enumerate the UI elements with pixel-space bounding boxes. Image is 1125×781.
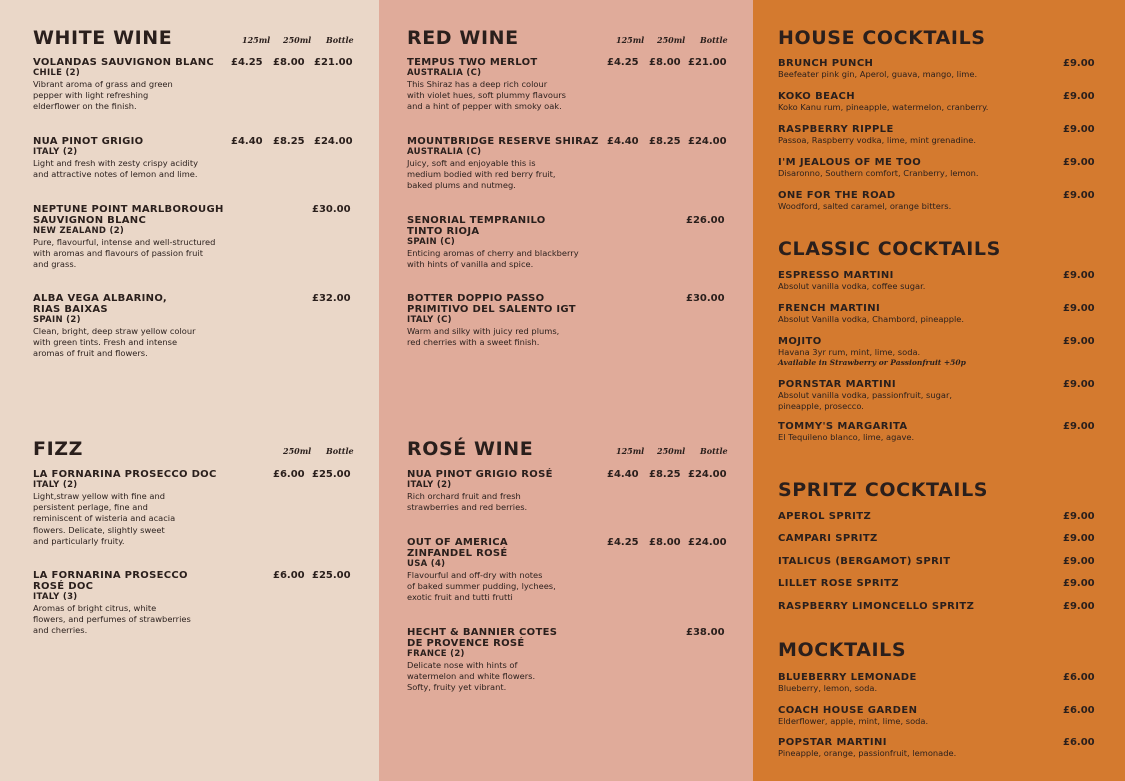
cocktail-item — [778, 124, 1108, 146]
section-spritz-cocktails — [778, 479, 1108, 619]
wine-name-line2: ROSÉ DOC — [33, 581, 94, 592]
section-fizz — [33, 438, 363, 658]
cocktail-price: £6.00 — [1063, 737, 1095, 748]
cocktail-price: £6.00 — [1063, 705, 1095, 716]
cocktail-note: Available in Strawberry or Passionfruit +50p — [778, 357, 966, 367]
size-125ml-header: 125ml — [242, 35, 271, 45]
cocktail-name: BLUEBERRY LEMONADE — [778, 672, 917, 683]
cocktail-desc: El Tequileno blanco, lime, agave. — [778, 432, 915, 442]
cocktail-desc: Havana 3yr rum, mint, lime, soda. — [778, 347, 921, 357]
wine-name: LA FORNARINA PROSECCO DOC — [33, 469, 217, 480]
price-250ml: £8.00 — [273, 57, 305, 68]
wine-name-line2: DE PROVENCE ROSÉ — [407, 638, 525, 649]
price-bottle: £30.00 — [686, 293, 725, 304]
wine-name-line2: SAUVIGNON BLANC — [33, 215, 147, 226]
wine-desc-line: flowers, and perfumes of strawberries — [33, 614, 191, 625]
cocktail-price: £6.00 — [1063, 672, 1095, 683]
cocktail-name: KOKO BEACH — [778, 91, 855, 102]
wine-desc-line: medium bodied with red berry fruit, — [407, 169, 556, 180]
wine-desc-line: Vibrant aroma of grass and green — [33, 79, 173, 89]
wine-desc-line: Warm and silky with juicy red plums, — [407, 326, 560, 336]
cocktail-name: ESPRESSO MARTINI — [778, 270, 894, 281]
section-title: WHITE WINE — [33, 27, 173, 49]
cocktail-price: £9.00 — [1063, 157, 1095, 168]
wine-item — [407, 293, 737, 348]
cocktail-item — [778, 379, 1108, 411]
section-title: RED WINE — [407, 27, 519, 49]
wine-name: VOLANDAS SAUVIGNON BLANC — [33, 57, 215, 68]
price-bottle: £24.00 — [314, 136, 353, 147]
cocktail-item — [778, 58, 1108, 80]
wine-name: TEMPUS TWO MERLOT — [407, 57, 538, 68]
cocktail-price: £9.00 — [1063, 303, 1095, 314]
wine-name: BOTTER DOPPIO PASSO — [407, 293, 545, 304]
price-bottle: £24.00 — [688, 537, 727, 548]
price-250ml: £8.25 — [649, 469, 681, 480]
wine-desc-line: Light,straw yellow with fine and — [33, 491, 166, 501]
section-title: ROSÉ WINE — [407, 438, 534, 460]
size-bottle-header: Bottle — [700, 35, 728, 45]
cocktail-price: £9.00 — [1063, 601, 1095, 612]
cocktail-price: £9.00 — [1063, 511, 1095, 522]
wine-desc-line: Clean, bright, deep straw yellow colour — [33, 326, 196, 336]
cocktail-price: £9.00 — [1063, 124, 1095, 135]
wine-item — [33, 469, 363, 547]
cocktail-name: MOJITO — [778, 336, 822, 347]
cocktail-name: RASPBERRY LIMONCELLO SPRITZ — [778, 601, 975, 612]
cocktail-price: £9.00 — [1063, 270, 1095, 281]
size-250ml-header: 250ml — [283, 35, 312, 45]
price-bottle: £21.00 — [314, 57, 353, 68]
size-125ml-header: 125ml — [616, 446, 645, 456]
wine-desc-line: Delicate nose with hints of — [407, 660, 518, 670]
wine-desc-line: and grass. — [33, 259, 77, 270]
wine-desc-line: flowers. Delicate, slightly sweet — [33, 524, 165, 535]
wine-desc-line: with aromas and flavours of passion fruit — [33, 248, 203, 259]
wine-desc-line: This Shiraz has a deep rich colour — [407, 79, 548, 89]
cocktail-price: £9.00 — [1063, 58, 1095, 69]
cocktail-item — [778, 303, 1108, 325]
cocktail-desc: Pineapple, orange, passionfruit, lemonade. — [778, 748, 957, 758]
cocktail-desc: Absolut vanilla vodka, coffee sugar. — [778, 281, 926, 291]
cocktail-desc: Beefeater pink gin, Aperol, guava, mango, lime. — [778, 69, 978, 79]
wine-name: NUA PINOT GRIGIO ROSÉ — [407, 469, 553, 480]
cocktail-item — [778, 421, 1108, 443]
cocktail-name: COACH HOUSE GARDEN — [778, 705, 918, 716]
section-white-wine — [33, 27, 363, 367]
size-bottle-header: Bottle — [326, 446, 354, 456]
cocktail-price: £9.00 — [1063, 379, 1095, 390]
price-bottle: £26.00 — [686, 215, 725, 226]
wine-desc-line: Light and fresh with zesty crispy acidity — [33, 158, 198, 168]
cocktail-price: £9.00 — [1063, 421, 1095, 432]
cocktail-item — [778, 556, 1108, 567]
cocktail-item — [778, 336, 1108, 368]
cocktail-name: LILLET ROSE SPRITZ — [778, 578, 899, 589]
cocktail-item — [778, 533, 1108, 544]
wine-origin: NEW ZEALAND (2) — [33, 226, 125, 236]
wine-origin: ITALY (3) — [33, 592, 78, 602]
cocktail-item — [778, 737, 1108, 759]
price-250ml: £6.00 — [273, 469, 305, 480]
wine-desc-line: with violet hues, soft plummy flavours — [407, 90, 566, 101]
size-250ml-header: 250ml — [657, 35, 686, 45]
price-bottle: £38.00 — [686, 627, 725, 638]
price-bottle: £25.00 — [312, 570, 351, 581]
section-classic-cocktails — [778, 238, 1108, 448]
section-rose-wine — [407, 438, 737, 708]
cocktail-item — [778, 157, 1108, 179]
wine-origin: ITALY (C) — [407, 315, 452, 325]
price-125ml: £4.40 — [607, 136, 639, 147]
price-bottle: £32.00 — [312, 293, 351, 304]
wine-item — [33, 57, 363, 113]
wine-item — [407, 537, 737, 604]
cocktail-desc: Disaronno, Southern comfort, Cranberry, lemon. — [778, 168, 979, 178]
wine-name: LA FORNARINA PROSECCO — [33, 570, 188, 581]
cocktail-item — [778, 190, 1108, 212]
section-title: FIZZ — [33, 438, 84, 460]
wine-origin: SPAIN (C) — [407, 237, 456, 247]
wine-desc-line: and cherries. — [33, 625, 88, 636]
price-250ml: £8.00 — [649, 57, 681, 68]
cocktail-name: POPSTAR MARTINI — [778, 737, 887, 748]
wine-item — [407, 627, 737, 694]
wine-desc-line: persistent perlage, fine and — [33, 502, 148, 513]
wine-origin: SPAIN (2) — [33, 315, 81, 325]
wine-desc-line: watermelon and white flowers. — [407, 671, 536, 682]
cocktail-name: FRENCH MARTINI — [778, 303, 881, 314]
cocktail-price: £9.00 — [1063, 533, 1095, 544]
wine-origin: ITALY (2) — [33, 147, 78, 157]
wine-name-line2: TINTO RIOJA — [407, 226, 480, 237]
wine-desc-line: with hints of vanilla and spice. — [407, 259, 534, 270]
cocktail-price: £9.00 — [1063, 578, 1095, 589]
section-mocktails — [778, 639, 1108, 769]
cocktail-desc: Absolut Vanilla vodka, Chambord, pineapple. — [778, 314, 965, 324]
wine-origin: FRANCE (2) — [407, 649, 465, 659]
wine-item — [407, 136, 737, 192]
section-title: HOUSE COCKTAILS — [778, 27, 986, 49]
section-title: SPRITZ COCKTAILS — [778, 479, 989, 501]
section-house-cocktails — [778, 27, 1108, 217]
cocktail-name: ONE FOR THE ROAD — [778, 190, 896, 201]
price-250ml: £8.25 — [273, 136, 305, 147]
cocktail-desc: Elderflower, apple, mint, lime, soda. — [778, 716, 929, 726]
cocktail-price: £9.00 — [1063, 91, 1095, 102]
cocktail-name: CAMPARI SPRITZ — [778, 533, 878, 544]
wine-name: HECHT & BANNIER COTES — [407, 627, 558, 638]
wine-origin: USA (4) — [407, 559, 446, 569]
wine-origin: ITALY (2) — [407, 480, 452, 490]
column-white-fizz — [0, 0, 379, 781]
cocktail-name: TOMMY'S MARGARITA — [778, 421, 908, 432]
wine-desc-line: baked plums and nutmeg. — [407, 180, 516, 191]
wine-item — [33, 293, 363, 360]
wine-name: ALBA VEGA ALBARINO, — [33, 293, 167, 304]
price-bottle: £30.00 — [312, 204, 351, 215]
wine-item — [407, 469, 737, 513]
size-bottle-header: Bottle — [700, 446, 728, 456]
section-title: MOCKTAILS — [778, 639, 907, 661]
cocktail-name: ITALICUS (BERGAMOT) SPRIT — [778, 556, 951, 567]
wine-origin: AUSTRALIA (C) — [407, 147, 482, 157]
cocktail-desc: Blueberry, lemon, soda. — [778, 683, 878, 693]
cocktail-desc: Woodford, salted caramel, orange bitters. — [778, 201, 952, 211]
wine-name: NEPTUNE POINT MARLBOROUGH — [33, 204, 224, 215]
cocktail-desc: Absolut vanilla vodka, passionfruit, sugar, — [778, 390, 952, 400]
cocktail-item — [778, 91, 1108, 113]
cocktail-item — [778, 601, 1108, 612]
size-bottle-header: Bottle — [326, 35, 354, 45]
wine-origin: AUSTRALIA (C) — [407, 68, 482, 78]
price-bottle: £24.00 — [688, 469, 727, 480]
cocktail-price: £9.00 — [1063, 190, 1095, 201]
wine-name: MOUNTBRIDGE RESERVE SHIRAZ — [407, 136, 599, 147]
price-250ml: £8.00 — [649, 537, 681, 548]
wine-origin: CHILE (2) — [33, 68, 81, 78]
wine-desc-line: of baked summer pudding, lychees, — [407, 581, 556, 592]
price-250ml: £8.25 — [649, 136, 681, 147]
cocktail-price: £9.00 — [1063, 336, 1095, 347]
price-125ml: £4.25 — [607, 537, 639, 548]
wine-desc-line: elderflower on the finish. — [33, 101, 137, 112]
cocktail-desc: Passoa, Raspberry vodka, lime, mint grenadine. — [778, 135, 977, 145]
wine-desc-line: pepper with light refreshing — [33, 90, 149, 101]
price-125ml: £4.25 — [607, 57, 639, 68]
cocktail-item — [778, 270, 1108, 292]
wine-desc-line: Softy, fruity yet vibrant. — [407, 682, 507, 693]
wine-item — [33, 204, 363, 271]
cocktail-desc: Koko Kanu rum, pineapple, watermelon, cranberry. — [778, 102, 989, 112]
cocktail-name: BRUNCH PUNCH — [778, 58, 874, 69]
wine-desc-line: red cherries with a sweet finish. — [407, 337, 540, 348]
cocktail-item — [778, 672, 1108, 694]
wine-desc-line: Aromas of bright citrus, white — [33, 603, 157, 613]
cocktail-item — [778, 705, 1108, 727]
cocktail-item — [778, 511, 1108, 522]
cocktail-name: PORNSTAR MARTINI — [778, 379, 897, 390]
wine-name: NUA PINOT GRIGIO — [33, 136, 144, 147]
price-125ml: £4.40 — [607, 469, 639, 480]
wine-desc-line: reminiscent of wisteria and acacia — [33, 513, 176, 524]
price-bottle: £25.00 — [312, 469, 351, 480]
cocktail-name: I'M JEALOUS OF ME TOO — [778, 157, 922, 168]
price-bottle: £21.00 — [688, 57, 727, 68]
wine-desc-line: and attractive notes of lemon and lime. — [33, 169, 198, 180]
section-red-wine — [407, 27, 737, 367]
price-125ml: £4.25 — [231, 57, 263, 68]
size-250ml-header: 250ml — [657, 446, 686, 456]
wine-name-line2: RIAS BAIXAS — [33, 304, 108, 315]
wine-desc-line: exotic fruit and tutti frutti — [407, 592, 513, 603]
wine-desc-line: Pure, flavourful, intense and well-structured — [33, 237, 216, 247]
wine-desc-line: Enticing aromas of cherry and blackberry — [407, 248, 579, 258]
wine-origin: ITALY (2) — [33, 480, 78, 490]
wine-name: OUT OF AMERICA — [407, 537, 508, 548]
column-cocktails — [753, 0, 1125, 781]
wine-item — [33, 136, 363, 180]
wine-name-line2: PRIMITIVO DEL SALENTO IGT — [407, 304, 576, 315]
size-125ml-header: 125ml — [616, 35, 645, 45]
wine-desc-line: Flavourful and off-dry with notes — [407, 570, 543, 580]
wine-desc-line: with green tints. Fresh and intense — [33, 337, 178, 348]
wine-item — [407, 215, 737, 270]
cocktail-name: RASPBERRY RIPPLE — [778, 124, 894, 135]
price-125ml: £4.40 — [231, 136, 263, 147]
price-bottle: £24.00 — [688, 136, 727, 147]
wine-name: SENORIAL TEMPRANILO — [407, 215, 546, 226]
size-250ml-header: 250ml — [283, 446, 312, 456]
wine-desc-line: aromas of fruit and flowers. — [33, 348, 148, 359]
column-red-rose — [379, 0, 753, 781]
wine-item — [33, 570, 363, 637]
cocktail-desc: pineapple, prosecco. — [778, 400, 864, 411]
wine-name-line2: ZINFANDEL ROSÉ — [407, 548, 508, 559]
cocktail-price: £9.00 — [1063, 556, 1095, 567]
wine-desc-line: Rich orchard fruit and fresh — [407, 491, 521, 501]
cocktail-name: APEROL SPRITZ — [778, 511, 872, 522]
wine-desc-line: and particularly fruity. — [33, 535, 125, 546]
cocktail-item — [778, 578, 1108, 589]
wine-desc-line: and a hint of pepper with smoky oak. — [407, 101, 562, 112]
price-250ml: £6.00 — [273, 570, 305, 581]
wine-item — [407, 57, 737, 113]
wine-desc-line: strawberries and red berries. — [407, 502, 528, 513]
wine-desc-line: Juicy, soft and enjoyable this is — [407, 158, 536, 168]
section-title: CLASSIC COCKTAILS — [778, 238, 1001, 260]
